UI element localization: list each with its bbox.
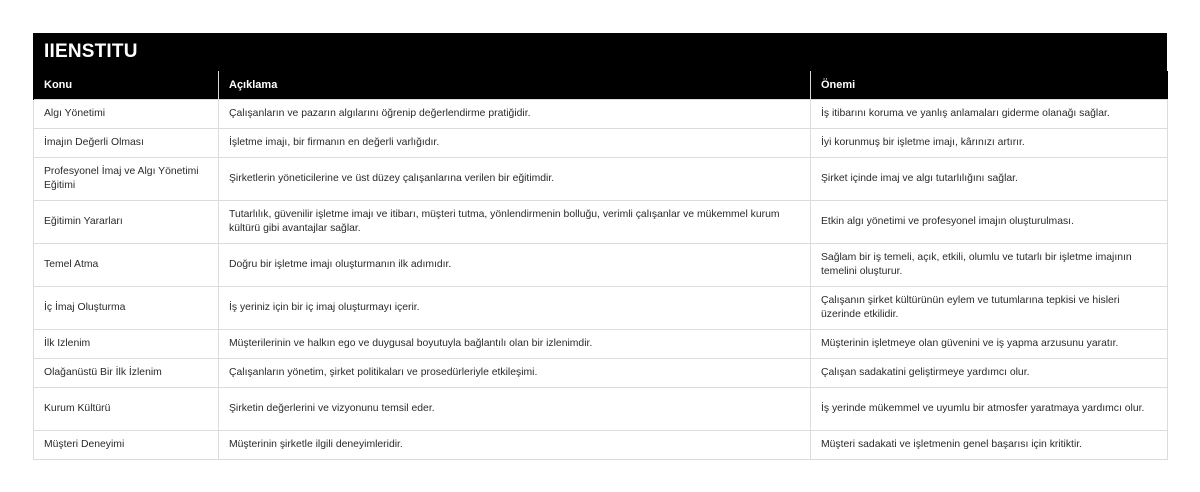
- cell-konu: Temel Atma: [34, 244, 219, 287]
- data-table: [33, 71, 1168, 460]
- content-table-container: [33, 33, 1167, 460]
- table-row: [34, 330, 1168, 359]
- table-row: [34, 158, 1168, 201]
- cell-aciklama: Tutarlılık, güvenilir işletme imajı ve itibarı, müşteri tutma, yönlendirmenin bolluğu, verimli çalışanlar ve mükemmel kurum kültürü gibi avantajlar sağlar.: [219, 201, 811, 244]
- cell-konu: Algı Yönetimi: [34, 100, 219, 129]
- cell-aciklama: Müşterinin şirketle ilgili deneyimleridir.: [219, 431, 811, 460]
- cell-onemi: Etkin algı yönetimi ve profesyonel imajın oluşturulması.: [811, 201, 1168, 244]
- table-row: [34, 244, 1168, 287]
- cell-konu: Eğitimin Yararları: [34, 201, 219, 244]
- cell-konu: İlk Izlenim: [34, 330, 219, 359]
- cell-onemi: Müşterinin işletmeye olan güvenini ve iş yapma arzusunu yaratır.: [811, 330, 1168, 359]
- brand-title: IIENSTITU: [44, 41, 138, 62]
- cell-onemi: Çalışanın şirket kültürünün eylem ve tutumlarına tepkisi ve hisleri üzerinde etkilidir.: [811, 287, 1168, 330]
- column-header-aciklama: Açıklama: [219, 71, 811, 100]
- cell-onemi: Müşteri sadakati ve işletmenin genel başarısı için kritiktir.: [811, 431, 1168, 460]
- table-row: [34, 287, 1168, 330]
- cell-aciklama: İşletme imajı, bir firmanın en değerli varlığıdır.: [219, 129, 811, 158]
- table-row: [34, 359, 1168, 388]
- column-header-onemi: Önemi: [811, 71, 1168, 100]
- cell-onemi: İş itibarını koruma ve yanlış anlamaları giderme olanağı sağlar.: [811, 100, 1168, 129]
- cell-aciklama: Şirketin değerlerini ve vizyonunu temsil eder.: [219, 388, 811, 431]
- cell-konu: İmajın Değerli Olması: [34, 129, 219, 158]
- table-row: [34, 388, 1168, 431]
- cell-konu: Kurum Kültürü: [34, 388, 219, 431]
- cell-konu: Olağanüstü Bir İlk İzlenim: [34, 359, 219, 388]
- cell-konu: Profesyonel İmaj ve Algı Yönetimi Eğitimi: [34, 158, 219, 201]
- cell-aciklama: Çalışanların yönetim, şirket politikaları ve prosedürleriyle etkileşimi.: [219, 359, 811, 388]
- cell-konu: Müşteri Deneyimi: [34, 431, 219, 460]
- cell-onemi: İş yerinde mükemmel ve uyumlu bir atmosfer yaratmaya yardımcı olur.: [811, 388, 1168, 431]
- cell-aciklama: Çalışanların ve pazarın algılarını öğrenip değerlendirme pratiğidir.: [219, 100, 811, 129]
- cell-onemi: Şirket içinde imaj ve algı tutarlılığını sağlar.: [811, 158, 1168, 201]
- cell-aciklama: İş yeriniz için bir iç imaj oluşturmayı içerir.: [219, 287, 811, 330]
- table-row: [34, 129, 1168, 158]
- brand-banner: [33, 33, 1167, 71]
- table-row: [34, 201, 1168, 244]
- table-row: [34, 100, 1168, 129]
- cell-onemi: Çalışan sadakatini geliştirmeye yardımcı olur.: [811, 359, 1168, 388]
- cell-aciklama: Şirketlerin yöneticilerine ve üst düzey çalışanlarına verilen bir eğitimdir.: [219, 158, 811, 201]
- table-row: [34, 431, 1168, 460]
- cell-onemi: İyi korunmuş bir işletme imajı, kârınızı artırır.: [811, 129, 1168, 158]
- cell-onemi: Sağlam bir iş temeli, açık, etkili, olumlu ve tutarlı bir işletme imajının temelini oluşturur.: [811, 244, 1168, 287]
- table-header-row: [34, 71, 1168, 100]
- cell-konu: İç İmaj Oluşturma: [34, 287, 219, 330]
- cell-aciklama: Müşterilerinin ve halkın ego ve duygusal boyutuyla bağlantılı olan bir izlenimdir.: [219, 330, 811, 359]
- cell-aciklama: Doğru bir işletme imajı oluşturmanın ilk adımıdır.: [219, 244, 811, 287]
- column-header-konu: Konu: [34, 71, 219, 100]
